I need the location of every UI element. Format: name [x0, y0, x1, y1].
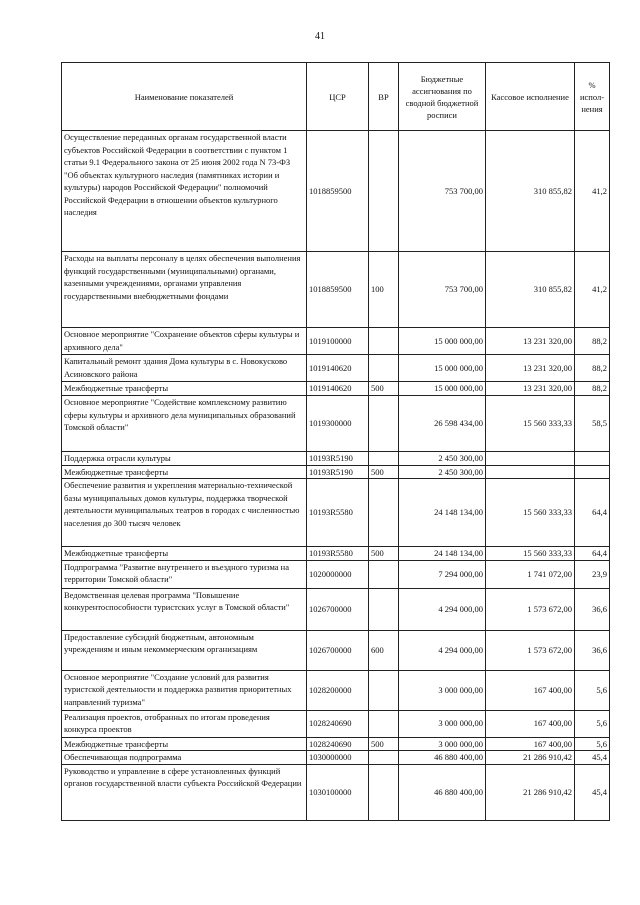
- row-csr: 1030100000: [307, 764, 369, 820]
- table-row: [62, 670, 610, 710]
- row-csr: 1028240690: [307, 710, 369, 737]
- table-row: [62, 328, 610, 355]
- row-vr: [369, 670, 399, 710]
- row-cash: 310 855,82: [486, 131, 575, 252]
- header-cash: Кассовое исполнение: [486, 63, 575, 131]
- row-budget: 46 880 400,00: [399, 751, 486, 765]
- row-cash: 167 400,00: [486, 670, 575, 710]
- header-percent: % испол-нения: [575, 63, 610, 131]
- row-name: Осуществление переданных органам государственной власти субъектов Российской Федерации в соответствии с пунктом 1 статьи 9.1 Федерального закона от 25 июня 2002 года N 73-ФЗ "Об объектах культурного наследия (памятниках истории и культуры) народов Российской Федерации" полномочий Российской Федерации в отношении объектов культурного наследия: [62, 131, 307, 252]
- page-number: 41: [315, 31, 325, 42]
- row-budget: 46 880 400,00: [399, 764, 486, 820]
- row-budget: 15 000 000,00: [399, 355, 486, 382]
- row-vr: [369, 131, 399, 252]
- row-budget: 2 450 300,00: [399, 465, 486, 479]
- row-budget: 4 294 000,00: [399, 630, 486, 670]
- row-csr: 10193R5190: [307, 452, 369, 466]
- row-percent: 5,6: [575, 710, 610, 737]
- table-row: [62, 479, 610, 547]
- table-row: [62, 751, 610, 765]
- row-percent: 5,6: [575, 670, 610, 710]
- header-vr: ВР: [369, 63, 399, 131]
- row-vr: 100: [369, 252, 399, 328]
- row-vr: [369, 588, 399, 630]
- table-row: [62, 547, 610, 561]
- table-row: [62, 465, 610, 479]
- table-row: [62, 737, 610, 751]
- row-name: Обеспечивающая подпрограмма: [62, 751, 307, 765]
- row-name: Ведомственная целевая программа "Повышение конкурентоспособности туристских услуг в Томской области": [62, 588, 307, 630]
- table-row: [62, 764, 610, 820]
- row-name: Межбюджетные трансферты: [62, 737, 307, 751]
- row-percent: 41,2: [575, 131, 610, 252]
- row-cash: 15 560 333,33: [486, 547, 575, 561]
- row-vr: 500: [369, 465, 399, 479]
- row-percent: 41,2: [575, 252, 610, 328]
- row-budget: 3 000 000,00: [399, 670, 486, 710]
- header-name: Наименование показателей: [62, 63, 307, 131]
- row-csr: 1026700000: [307, 588, 369, 630]
- row-csr: 1020000000: [307, 560, 369, 588]
- table-row: [62, 252, 610, 328]
- header-budget: Бюджетные ассигнования по сводной бюджетной росписи: [399, 63, 486, 131]
- row-vr: 500: [369, 382, 399, 396]
- row-csr: 1026700000: [307, 630, 369, 670]
- row-percent: 64,4: [575, 547, 610, 561]
- row-budget: 24 148 134,00: [399, 479, 486, 547]
- row-name: Обеспечение развития и укрепления материально-технической базы муниципальных домов культуры, поддержка творческой деятельности муниципальных театров в городах с численностью населения до 300 тысяч человек: [62, 479, 307, 547]
- row-name: Межбюджетные трансферты: [62, 382, 307, 396]
- row-percent: 88,2: [575, 328, 610, 355]
- row-csr: 1019140620: [307, 382, 369, 396]
- row-budget: 753 700,00: [399, 131, 486, 252]
- row-csr: 1019140620: [307, 355, 369, 382]
- row-name: Подпрограмма "Развитие внутреннего и въездного туризма на территории Томской области": [62, 560, 307, 588]
- row-csr: 1019300000: [307, 396, 369, 452]
- table-row: [62, 588, 610, 630]
- table-row: [62, 382, 610, 396]
- row-budget: 26 598 434,00: [399, 396, 486, 452]
- row-budget: 4 294 000,00: [399, 588, 486, 630]
- row-name: Основное мероприятие "Содействие комплексному развитию сферы культуры и архивного дела муниципальных образований Томской области": [62, 396, 307, 452]
- row-budget: 753 700,00: [399, 252, 486, 328]
- row-cash: [486, 465, 575, 479]
- row-cash: 167 400,00: [486, 737, 575, 751]
- row-csr: 10193R5580: [307, 479, 369, 547]
- row-budget: 15 000 000,00: [399, 382, 486, 396]
- row-csr: 10193R5580: [307, 547, 369, 561]
- row-csr: 1028240690: [307, 737, 369, 751]
- row-vr: [369, 764, 399, 820]
- row-percent: 64,4: [575, 479, 610, 547]
- row-vr: 500: [369, 737, 399, 751]
- row-csr: 1018859500: [307, 252, 369, 328]
- row-percent: 36,6: [575, 630, 610, 670]
- row-cash: 1 741 072,00: [486, 560, 575, 588]
- row-name: Межбюджетные трансферты: [62, 465, 307, 479]
- row-name: Предоставление субсидий бюджетным, автономным учреждениям и иным некоммерческим организациям: [62, 630, 307, 670]
- row-percent: 45,4: [575, 764, 610, 820]
- row-budget: 24 148 134,00: [399, 547, 486, 561]
- row-vr: [369, 479, 399, 547]
- row-cash: 1 573 672,00: [486, 630, 575, 670]
- row-vr: [369, 396, 399, 452]
- row-vr: [369, 710, 399, 737]
- row-csr: 10193R5190: [307, 465, 369, 479]
- row-name: Основное мероприятие "Создание условий для развития туристской деятельности и поддержка развития приоритетных направлений туризма": [62, 670, 307, 710]
- budget-execution-table: [61, 62, 610, 821]
- row-name: Поддержка отрасли культуры: [62, 452, 307, 466]
- row-cash: 13 231 320,00: [486, 382, 575, 396]
- row-cash: 13 231 320,00: [486, 328, 575, 355]
- row-name: Руководство и управление в сфере установленных функций органов государственной власти субъекта Российской Федерации: [62, 764, 307, 820]
- row-percent: 36,6: [575, 588, 610, 630]
- table-row: [62, 131, 610, 252]
- table-row: [62, 710, 610, 737]
- row-percent: [575, 452, 610, 466]
- row-cash: 1 573 672,00: [486, 588, 575, 630]
- table-row: [62, 452, 610, 466]
- row-csr: 1018859500: [307, 131, 369, 252]
- row-budget: 3 000 000,00: [399, 710, 486, 737]
- table-row: [62, 560, 610, 588]
- row-vr: 500: [369, 547, 399, 561]
- row-name: Основное мероприятие "Сохранение объектов сферы культуры и архивного дела": [62, 328, 307, 355]
- row-percent: 5,6: [575, 737, 610, 751]
- row-name: Капитальный ремонт здания Дома культуры в с. Новокусково Асиновского района: [62, 355, 307, 382]
- row-vr: [369, 355, 399, 382]
- row-cash: 15 560 333,33: [486, 396, 575, 452]
- header-row: [62, 63, 610, 131]
- row-budget: 2 450 300,00: [399, 452, 486, 466]
- row-percent: [575, 465, 610, 479]
- row-csr: 1028200000: [307, 670, 369, 710]
- row-vr: [369, 560, 399, 588]
- row-budget: 7 294 000,00: [399, 560, 486, 588]
- row-name: Реализация проектов, отобранных по итогам проведения конкурса проектов: [62, 710, 307, 737]
- row-cash: 310 855,82: [486, 252, 575, 328]
- row-cash: [486, 452, 575, 466]
- row-vr: [369, 452, 399, 466]
- row-csr: 1019100000: [307, 328, 369, 355]
- table-row: [62, 630, 610, 670]
- row-percent: 23,9: [575, 560, 610, 588]
- row-cash: 167 400,00: [486, 710, 575, 737]
- header-csr: ЦСР: [307, 63, 369, 131]
- row-cash: 13 231 320,00: [486, 355, 575, 382]
- row-percent: 58,5: [575, 396, 610, 452]
- row-name: Расходы на выплаты персоналу в целях обеспечения выполнения функций государственными (муниципальными) органами, казенными учреждениями, органами управления государственными внебюджетными фондами: [62, 252, 307, 328]
- row-csr: 1030000000: [307, 751, 369, 765]
- row-vr: [369, 328, 399, 355]
- row-cash: 21 286 910,42: [486, 764, 575, 820]
- row-cash: 15 560 333,33: [486, 479, 575, 547]
- row-budget: 3 000 000,00: [399, 737, 486, 751]
- table-row: [62, 396, 610, 452]
- row-percent: 88,2: [575, 382, 610, 396]
- row-vr: 600: [369, 630, 399, 670]
- row-cash: 21 286 910,42: [486, 751, 575, 765]
- row-percent: 88,2: [575, 355, 610, 382]
- row-name: Межбюджетные трансферты: [62, 547, 307, 561]
- row-percent: 45,4: [575, 751, 610, 765]
- table-row: [62, 355, 610, 382]
- row-vr: [369, 751, 399, 765]
- row-budget: 15 000 000,00: [399, 328, 486, 355]
